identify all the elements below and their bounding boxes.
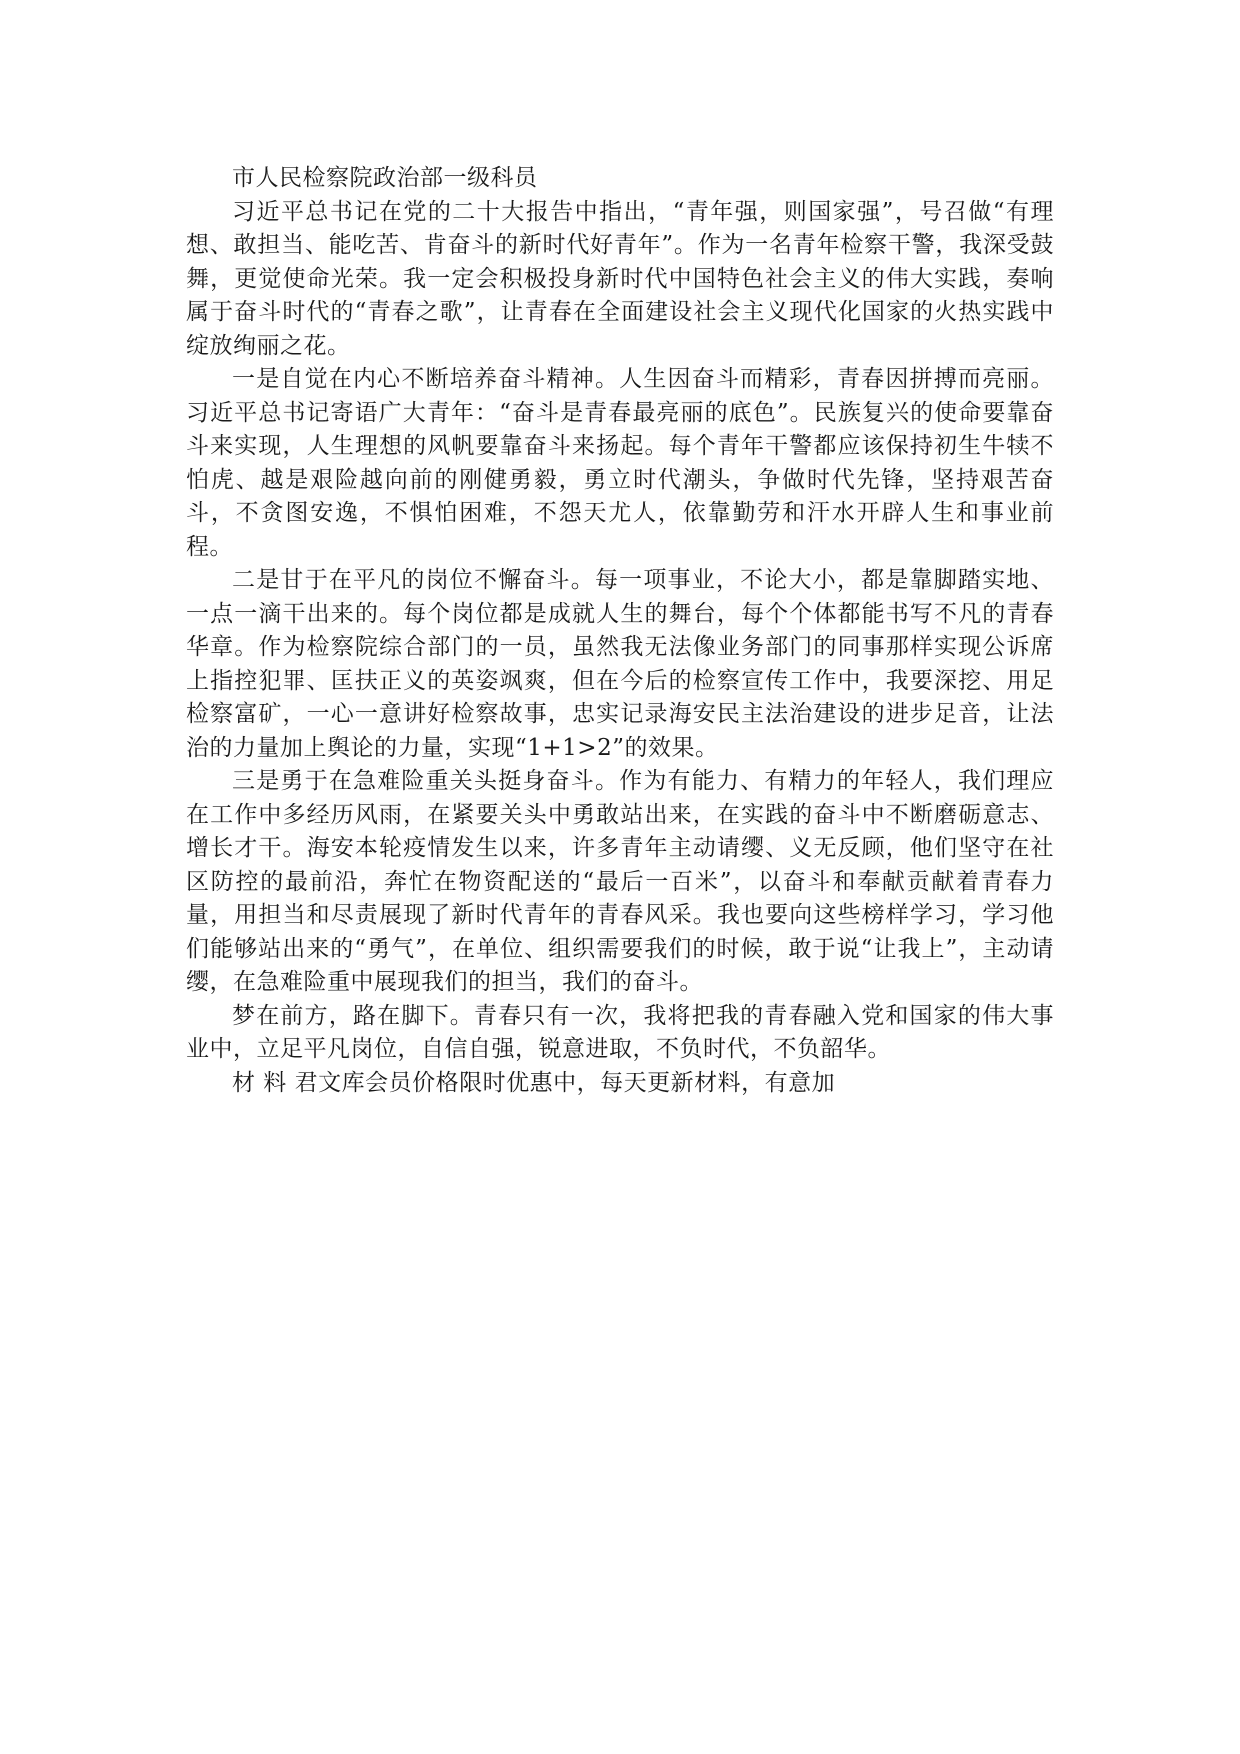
author-byline: 市人民检察院政治部一级科员	[232, 165, 538, 191]
paragraph-point-one: 一是自觉在内心不断培养奋斗精神。人生因奋斗而精彩，青春因拼搏而亮丽。习近平总书记寄语广大青年：“奋斗是青春最亮丽的底色”。民族复兴的使命要靠奋斗来实现，人生理想的风帆要靠奋斗来扬起。每个青年干警都应该保持初生牛犊不怕虎、越是艰险越向前的刚健勇毅，勇立时代潮头，争做时代先锋，坚持艰苦奋斗，不贪图安逸，不惧怕困难，不怨天尤人，依靠勤劳和汗水开辟人生和事业前程。	[186, 366, 1054, 560]
paragraph-footer-note: 材 料 君文库会员价格限时优惠中，每天更新材料，有意加	[232, 1069, 836, 1096]
paragraph-conclusion: 梦在前方，路在脚下。青春只有一次，我将把我的青春融入党和国家的伟大事业中，立足平凡岗位，自信自强，锐意进取，不负时代，不负韶华。	[186, 1002, 1054, 1062]
document-body	[186, 162, 1054, 1100]
paragraph-intro: 习近平总书记在党的二十大报告中指出，“青年强，则国家强”，号召做“有理想、敢担当、能吃苦、肯奋斗的新时代好青年”。作为一名青年检察干警，我深受鼓舞，更觉使命光荣。我一定会积极投身新时代中国特色社会主义的伟大实践，奏响属于奋斗时代的“青春之歌”，让青春在全面建设社会主义现代化国家的火热实践中绽放绚丽之花。	[186, 198, 1054, 359]
paragraph-point-three: 三是勇于在急难险重关头挺身奋斗。作为有能力、有精力的年轻人，我们理应在工作中多经历风雨，在紧要关头中勇敢站出来，在实践的奋斗中不断磨砺意志、增长才干。海安本轮疫情发生以来，许多青年主动请缨、义无反顾，他们坚守在社区防控的最前沿，奔忙在物资配送的“最后一百米”，以奋斗和奉献贡献着青春力量，用担当和尽责展现了新时代青年的青春风采。我也要向这些榜样学习，学习他们能够站出来的“勇气”，在单位、组织需要我们的时候，敢于说“让我上”，主动请缨，在急难险重中展现我们的担当，我们的奋斗。	[186, 768, 1054, 995]
paragraph-point-two: 二是甘于在平凡的岗位不懈奋斗。每一项事业，不论大小，都是靠脚踏实地、一点一滴干出来的。每个岗位都是成就人生的舞台，每个个体都能书写不凡的青春华章。作为检察院综合部门的一员，虽然我无法像业务部门的同事那样实现公诉席上指控犯罪、匡扶正义的英姿飒爽，但在今后的检察宣传工作中，我要深挖、用足检察富矿，一心一意讲好检察故事，忠实记录海安民主法治建设的进步足音，让法治的力量加上舆论的力量，实现“1+1>2”的效果。	[186, 567, 1054, 761]
